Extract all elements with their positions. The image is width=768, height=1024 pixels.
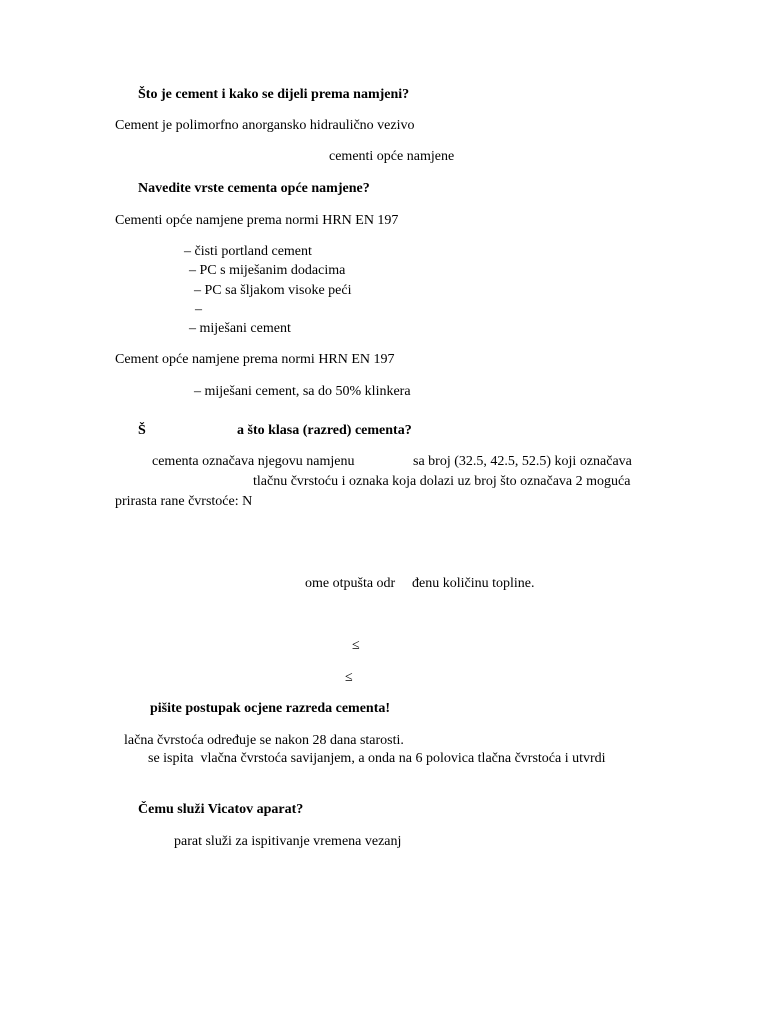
answer-cement-definition: Cement je polimorfno anorgansko hidraulično vezivo — [115, 118, 415, 133]
list-item: – čisti portland cement — [184, 244, 312, 259]
answer-class-line3: prirasta rane čvrstoće: N — [115, 494, 253, 509]
question-cement-types: Navedite vrste cementa opće namjene? — [138, 181, 370, 196]
answer-cement-norm-second: Cement opće namjene prema normi HRN EN 197 — [115, 352, 395, 367]
answer-class-line1a: cementa označava njegovu namjenu — [152, 454, 355, 469]
answer-procedure-line2: se ispita vlačna čvrstoća savijanjem, a onda na 6 polovica tlačna čvrstoća i utvrdi — [148, 751, 606, 766]
leq-symbol: ≤ — [345, 670, 353, 685]
answer-cement-category: cementi opće namjene — [329, 149, 455, 164]
answer-heat-part1: ome otpušta odr — [305, 576, 396, 591]
list-item: – PC sa šljakom visoke peći — [194, 283, 352, 298]
list-item: – miješani cement, sa do 50% klinkera — [194, 384, 411, 399]
list-item: – PC s miješanim dodacima — [189, 263, 346, 278]
list-item: – — [195, 302, 202, 317]
leq-symbol: ≤ — [352, 638, 360, 653]
answer-vicat: parat služi za ispitivanje vremena vezanj — [174, 834, 402, 849]
question-cement-class: a što klasa (razred) cementa? — [237, 423, 412, 438]
question-class-procedure: pišite postupak ocjene razreda cementa! — [150, 701, 391, 716]
answer-cement-norm-intro: Cementi opće namjene prema normi HRN EN 197 — [115, 213, 399, 228]
question-vicat: Čemu služi Vicatov aparat? — [138, 802, 304, 817]
answer-procedure-line1: lačna čvrstoća određuje se nakon 28 dana starosti. — [124, 733, 404, 748]
answer-class-line1b: sa broj (32.5, 42.5, 52.5) koji označava — [413, 454, 632, 469]
answer-heat-part2: đenu količinu topline. — [412, 576, 535, 591]
answer-class-line2: tlačnu čvrstoću i oznaka koja dolazi uz broj što označava 2 moguća — [253, 474, 631, 489]
question-class-letter: Š — [138, 423, 146, 438]
list-item: – miješani cement — [189, 321, 291, 336]
question-cement-definition: Što je cement i kako se dijeli prema namjeni? — [138, 87, 410, 102]
